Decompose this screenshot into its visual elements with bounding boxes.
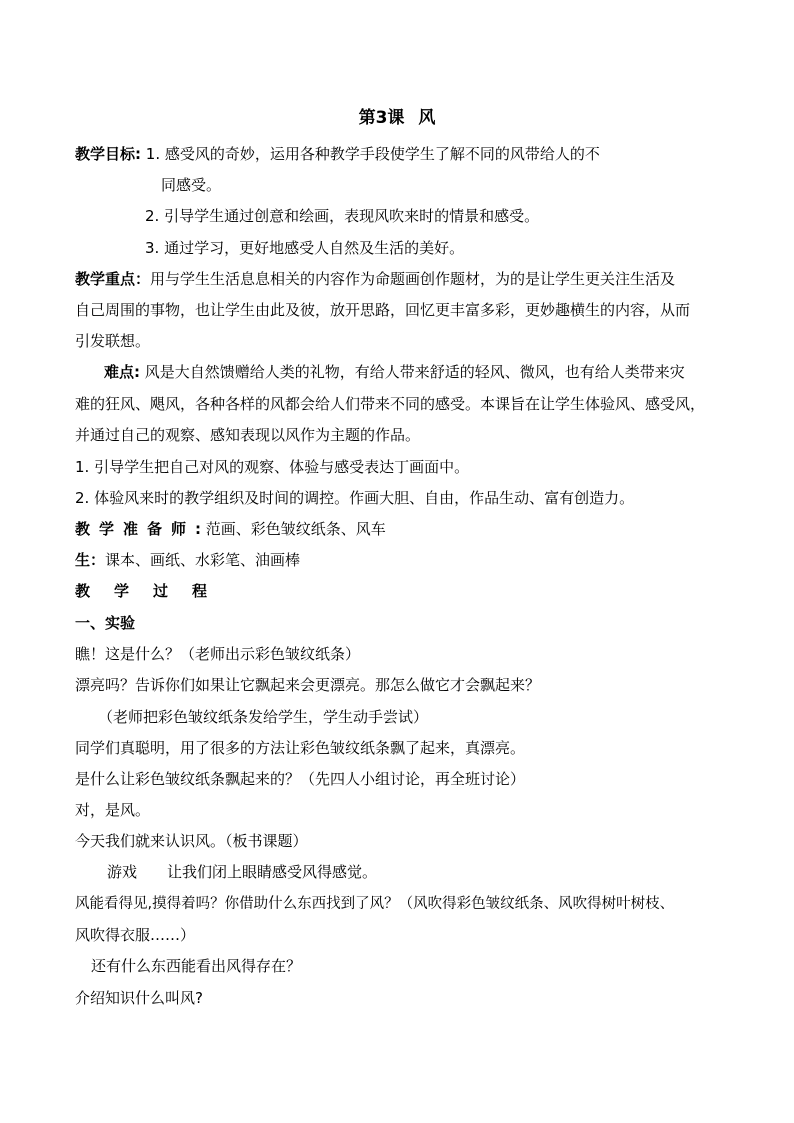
process-section-1: 一、实验 xyxy=(75,614,136,632)
key-points-text-1: 用与学生生活息息相关的内容作为命题画创作题材，为的是让学生更关注生活及 xyxy=(150,270,676,288)
process-line: （老师把彩色皱纹纸条发给学生，学生动手尝试） xyxy=(98,708,429,726)
student-label: 生 xyxy=(75,551,91,569)
key-points-line-2: 自己周围的事物，也让学生由此及彼，放开思路，回忆更丰富多彩，更妙趣横生的内容，从而 xyxy=(75,301,691,319)
process-line: 漂亮吗？告诉你们如果让它飘起来会更漂亮。那怎么做它才会飘起来？ xyxy=(75,676,541,694)
objectives-label: 教学目标 xyxy=(75,145,136,163)
lesson-topic: 风 xyxy=(418,108,436,128)
objective-item-3: 3. 通过学习，更好地感受人自然及生活的美好。 xyxy=(145,239,465,257)
difficulties-line-1: 难点: 风是大自然馈赠给人类的礼物，有给人带来舒适的轻风、微风，也有给人类带来灾 xyxy=(104,363,685,381)
objective-item-1: 1. 感受风的奇妙，运用各种教学手段使学生了解不同的风带给人的不 xyxy=(145,145,600,163)
preparation-student-items: 课本、画纸、水彩笔、油画棒 xyxy=(105,551,301,569)
process-line: 瞧！这是什么？（老师出示彩色皱纹纸条） xyxy=(75,645,361,663)
preparation-teacher-line: 教学准备师: 范画、彩色皱纹纸条、风车 xyxy=(75,520,386,538)
objectives-line-1: 教学目标: 1. 感受风的奇妙，运用各种教学手段使学生了解不同的风带给人的不 xyxy=(75,145,600,163)
process-line: 今天我们就来认识风。（板书课题） xyxy=(75,832,308,850)
objective-item-2: 2. 引导学生通过创意和绘画，表现风吹来时的情景和感受。 xyxy=(145,207,540,225)
preparation-teacher-items: 范画、彩色皱纹纸条、风车 xyxy=(205,520,386,538)
process-heading: 教学过程 xyxy=(75,582,232,600)
process-line: 对，是风。 xyxy=(75,801,151,819)
process-line: 风能看得见,摸得着吗？你借助什么东西找到了风？（风吹得彩色皱纹纸条、风吹得树叶树枝、 xyxy=(75,896,675,912)
process-line: 是什么让彩色皱纹纸条飘起来的？（先四人小组讨论，再全班讨论） xyxy=(75,770,526,788)
difficulties-text-1: 风是大自然馈赠给人类的礼物，有给人带来舒适的轻风、微风，也有给人类带来灾 xyxy=(144,363,685,381)
objective-item-1-cont: 同感受。 xyxy=(161,176,222,194)
page-title xyxy=(0,107,794,129)
preparation-label: 教学准备师 xyxy=(75,520,196,538)
process-line: 同学们真聪明，用了很多的方法让彩色皱纹纸条飘了起来，真漂亮。 xyxy=(75,739,526,757)
key-points-line-1 xyxy=(75,269,725,289)
process-line: 还有什么东西能看出风得存在？ xyxy=(91,957,302,975)
key-points-label: 教学重点： xyxy=(75,270,151,288)
lesson-number: 第3课 xyxy=(358,108,405,128)
difficulties-item-1: 1. 引导学生把自己对风的观察、体验与感受表达丁画面中。 xyxy=(75,458,470,476)
key-points-line-3: 引发联想。 xyxy=(75,332,151,350)
difficulties-label: 难点 xyxy=(104,363,135,381)
process-game-text: 让我们闭上眼睛感受风得感觉。 xyxy=(167,863,378,881)
process-line: 风吹得衣服……） xyxy=(75,926,196,944)
difficulties-item-2: 2. 体验风来时的教学组织及时间的调控。作画大胆、自由，作品生动、富有创造力。 xyxy=(75,489,635,507)
difficulties-line-2: 难的狂风、飓风，各种各样的风都会给人们带来不同的感受。本课旨在让学生体验风、感受风， xyxy=(75,395,706,413)
difficulties-line-3: 并通过自己的观察、感知表现以风作为主题的作品。 xyxy=(75,426,421,444)
process-line: 介绍知识什么叫风? xyxy=(75,989,203,1007)
process-game-label: 游戏 xyxy=(107,863,138,881)
preparation-student-line: 生：课本、画纸、水彩笔、油画棒 xyxy=(75,551,301,569)
